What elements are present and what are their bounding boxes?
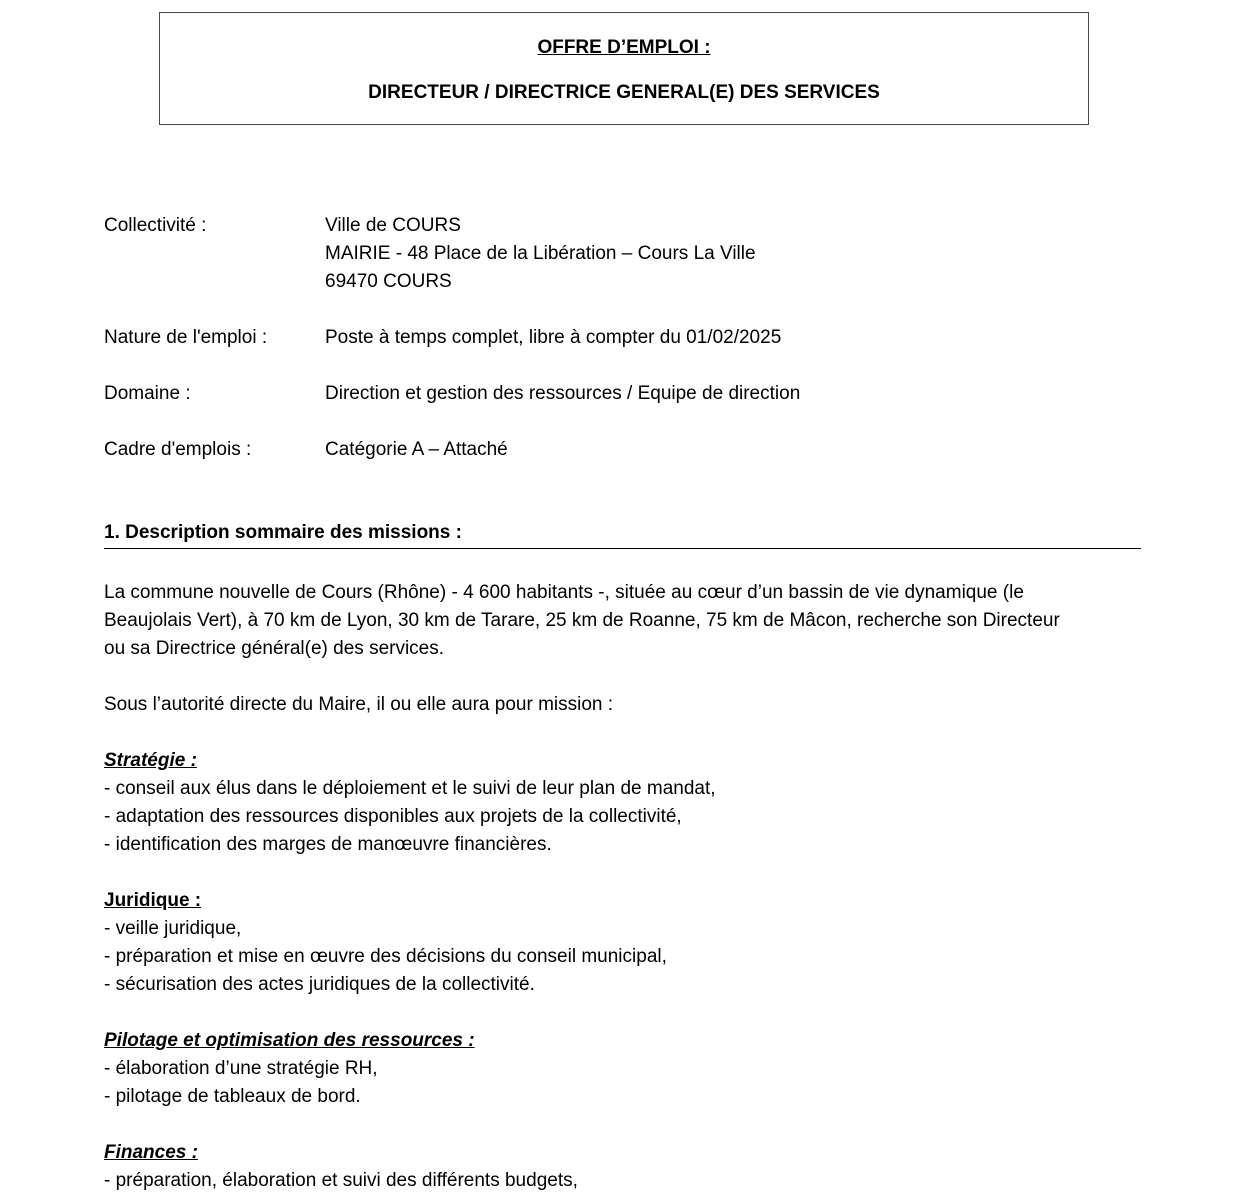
nature-label: Nature de l'emploi : xyxy=(104,327,268,348)
intro-line-3: ou sa Directrice général(e) des services. xyxy=(104,638,445,659)
intro-line-1: La commune nouvelle de Cours (Rhône) - 4 600 habitants -, située au cœur d’un bassin de vie dynamique (le xyxy=(104,582,1024,603)
finances-heading: Finances : xyxy=(104,1142,198,1163)
authority-text: Sous l’autorité directe du Maire, il ou elle aura pour mission : xyxy=(104,694,614,715)
intro-line-2: Beaujolais Vert), à 70 km de Lyon, 30 km de Tarare, 25 km de Roanne, 75 km de Mâcon, recherche son Directeur xyxy=(104,610,1060,631)
pilotage-item: - élaboration d’une stratégie RH, xyxy=(104,1058,378,1079)
cadre-value: Catégorie A – Attaché xyxy=(325,439,508,460)
collectivite-line-2: MAIRIE - 48 Place de la Libération – Cours La Ville xyxy=(325,243,756,264)
section-heading: 1. Description sommaire des missions : xyxy=(104,519,1141,549)
title-box xyxy=(159,12,1089,125)
strategie-item: - conseil aux élus dans le déploiement et le suivi de leur plan de mandat, xyxy=(104,778,716,799)
juridique-item: - veille juridique, xyxy=(104,918,242,939)
offer-title: OFFRE D’EMPLOI : xyxy=(537,37,711,58)
cadre-label: Cadre d'emplois : xyxy=(104,439,252,460)
collectivite-label: Collectivité : xyxy=(104,215,207,236)
pilotage-item: - pilotage de tableaux de bord. xyxy=(104,1086,361,1107)
collectivite-line-1: Ville de COURS xyxy=(325,215,461,236)
strategie-item: - identification des marges de manœuvre financières. xyxy=(104,834,552,855)
pilotage-heading: Pilotage et optimisation des ressources : xyxy=(104,1030,475,1051)
juridique-item: - préparation et mise en œuvre des décisions du conseil municipal, xyxy=(104,946,667,967)
job-title: DIRECTEUR / DIRECTRICE GENERAL(E) DES SERVICES xyxy=(368,82,880,103)
juridique-item: - sécurisation des actes juridiques de la collectivité. xyxy=(104,974,535,995)
strategie-item: - adaptation des ressources disponibles aux projets de la collectivité, xyxy=(104,806,682,827)
collectivite-line-3: 69470 COURS xyxy=(325,271,452,292)
nature-value: Poste à temps complet, libre à compter du 01/02/2025 xyxy=(325,327,782,348)
finances-item: - préparation, élaboration et suivi des différents budgets, xyxy=(104,1170,578,1191)
juridique-heading: Juridique : xyxy=(104,890,202,911)
strategie-heading: Stratégie : xyxy=(104,750,197,771)
domaine-label: Domaine : xyxy=(104,383,191,404)
domaine-value: Direction et gestion des ressources / Equipe de direction xyxy=(325,383,801,404)
